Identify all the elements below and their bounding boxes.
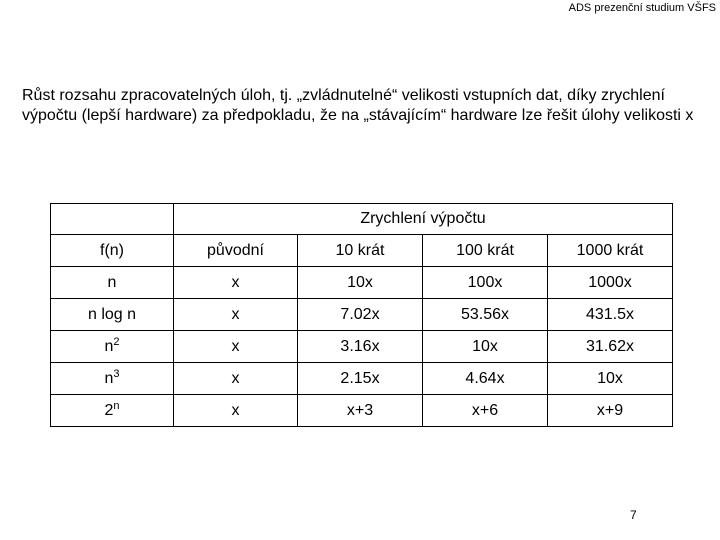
function-cell <box>51 331 174 363</box>
column-header-100x: 100 krát <box>423 235 548 267</box>
function-base: n <box>104 369 114 387</box>
value-cell: x <box>174 395 298 427</box>
page-number: 7 <box>630 508 637 522</box>
value-cell: 100x <box>423 267 548 299</box>
value-cell: x <box>174 363 298 395</box>
function-cell <box>51 395 174 427</box>
group-header-speedup: Zrychlení výpočtu <box>174 204 673 235</box>
value-cell: 10x <box>423 331 548 363</box>
intro-paragraph: Růst rozsahu zpracovatelných úloh, tj. „zvládnutelné“ velikosti vstupních dat, díky zrychlení výpočtu (lepší hardware) za předpokladu, že na „stávajícím“ hardware lze řešit úlohy velikosti x <box>22 87 694 124</box>
header-text: ADS prezenční studium VŠFS <box>568 2 716 14</box>
function-exponent: 2 <box>113 335 120 348</box>
value-cell: 31.62x <box>548 331 673 363</box>
table-corner-cell <box>51 204 174 235</box>
value-cell: 10x <box>548 363 673 395</box>
function-base: n <box>104 337 114 355</box>
value-cell: 53.56x <box>423 299 548 331</box>
value-cell: x+9 <box>548 395 673 427</box>
table-row <box>51 299 673 331</box>
function-cell <box>51 299 174 331</box>
speedup-table <box>50 203 673 427</box>
function-exponent: 3 <box>113 367 120 380</box>
value-cell: 4.64x <box>423 363 548 395</box>
function-base: n <box>107 273 117 291</box>
table-row <box>51 395 673 427</box>
value-cell: 3.16x <box>298 331 423 363</box>
function-exponent: n <box>113 399 120 412</box>
function-cell <box>51 267 174 299</box>
column-header-original: původní <box>174 235 298 267</box>
table-group-header-row <box>51 204 673 235</box>
column-header-1000x: 1000 krát <box>548 235 673 267</box>
value-cell: 7.02x <box>298 299 423 331</box>
value-cell: 10x <box>298 267 423 299</box>
column-header-10x: 10 krát <box>298 235 423 267</box>
table-row <box>51 363 673 395</box>
value-cell: x <box>174 331 298 363</box>
value-cell: x+6 <box>423 395 548 427</box>
table-row <box>51 267 673 299</box>
value-cell: x+3 <box>298 395 423 427</box>
value-cell: x <box>174 299 298 331</box>
value-cell: x <box>174 267 298 299</box>
table-column-header-row <box>51 235 673 267</box>
function-cell <box>51 363 174 395</box>
column-header-fn: f(n) <box>51 235 174 267</box>
function-base: n log n <box>87 305 137 323</box>
value-cell: 431.5x <box>548 299 673 331</box>
value-cell: 1000x <box>548 267 673 299</box>
function-base: 2 <box>104 401 114 419</box>
table-row <box>51 331 673 363</box>
value-cell: 2.15x <box>298 363 423 395</box>
